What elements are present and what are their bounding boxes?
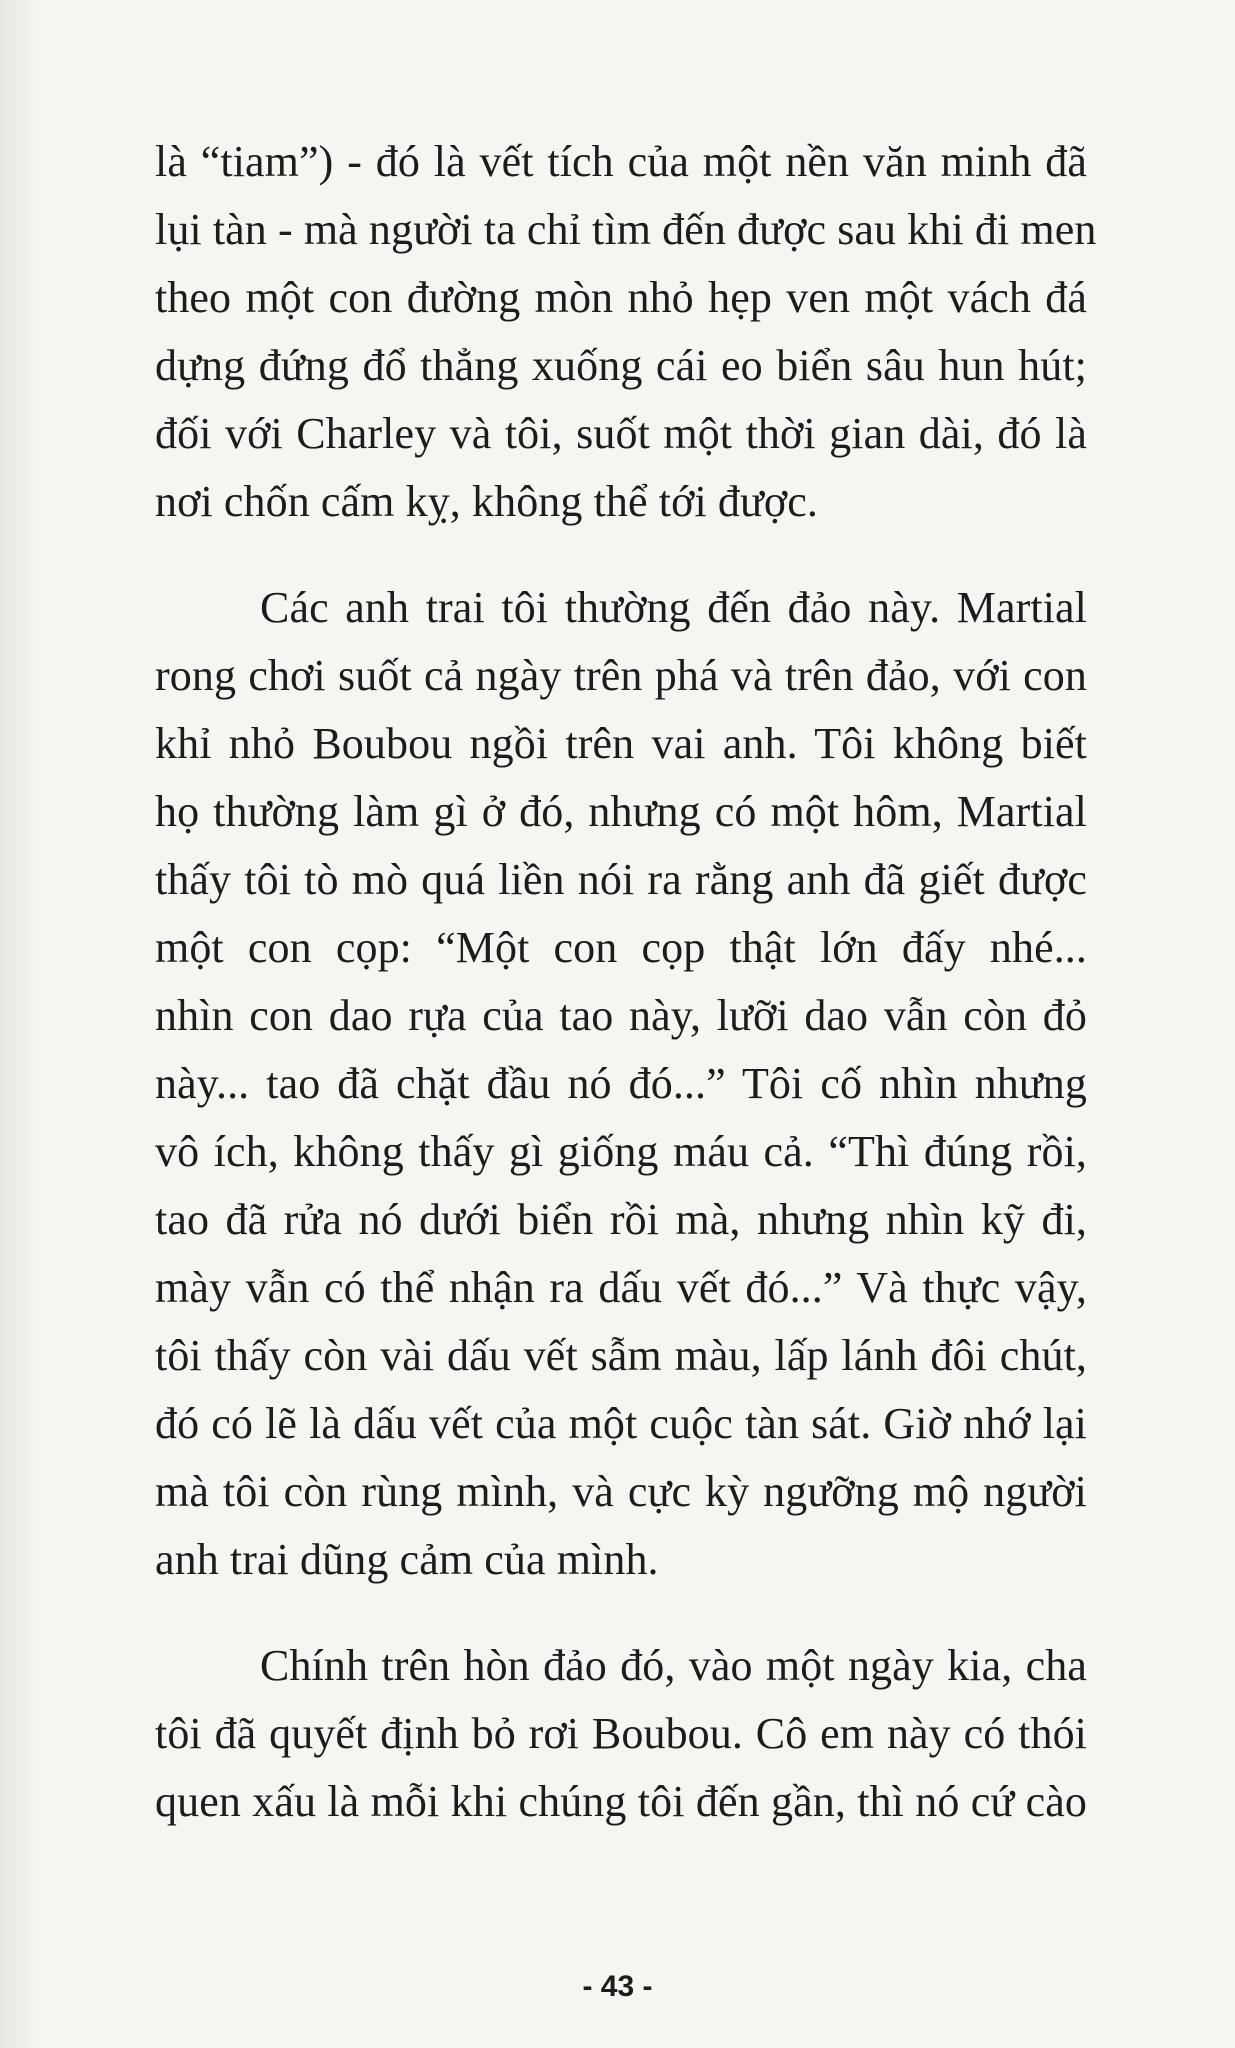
page-number: - 43 -	[582, 1970, 653, 2003]
text-line: mày vẫn có thể nhận ra dấu vết đó...” Và thực vậy,	[155, 1263, 1087, 1312]
text-line: theo một con đường mòn nhỏ hẹp ven một vách đá	[155, 273, 1087, 322]
text-line: dựng đứng đổ thẳng xuống cái eo biển sâu hun hút;	[155, 341, 1087, 390]
text-line: rong chơi suốt cả ngày trên phá và trên đảo, với con	[155, 651, 1087, 700]
page-body	[155, 128, 1097, 1836]
text-line: anh trai dũng cảm của mình.	[155, 1535, 659, 1584]
text-line: là “tiam”) - đó là vết tích của một nền văn minh đã	[155, 137, 1087, 186]
text-line: họ thường làm gì ở đó, nhưng có một hôm, Martial	[155, 787, 1087, 836]
paragraph-2	[155, 574, 1087, 1594]
text-line: tao đã rửa nó dưới biển rồi mà, nhưng nhìn kỹ đi,	[155, 1195, 1087, 1244]
paragraph-3	[155, 1632, 1087, 1836]
text-line: vô ích, không thấy gì giống máu cả. “Thì đúng rồi,	[155, 1127, 1087, 1176]
text-line: lụi tàn - mà người ta chỉ tìm đến được sau khi đi men	[155, 205, 1097, 254]
text-line: tôi thấy còn vài dấu vết sẫm màu, lấp lánh đôi chút,	[155, 1331, 1087, 1380]
text-line: Chính trên hòn đảo đó, vào một ngày kia, cha	[260, 1641, 1087, 1690]
text-line: Các anh trai tôi thường đến đảo này. Martial	[260, 583, 1087, 632]
text-line: một con cọp: “Một con cọp thật lớn đấy nhé...	[155, 923, 1087, 972]
text-line: thấy tôi tò mò quá liền nói ra rằng anh đã giết được	[155, 855, 1087, 904]
binding-shadow	[0, 0, 40, 2048]
paragraph-1	[155, 128, 1097, 536]
text-line: quen xấu là mỗi khi chúng tôi đến gần, thì nó cứ cào	[155, 1777, 1087, 1826]
text-line: này... tao đã chặt đầu nó đó...” Tôi cố nhìn nhưng	[155, 1059, 1087, 1108]
text-line: khỉ nhỏ Boubou ngồi trên vai anh. Tôi không biết	[155, 719, 1087, 768]
text-line: nhìn con dao rựa của tao này, lưỡi dao vẫn còn đỏ	[155, 991, 1087, 1040]
text-line: đó có lẽ là dấu vết của một cuộc tàn sát. Giờ nhớ lại	[155, 1399, 1087, 1448]
text-line: tôi đã quyết định bỏ rơi Boubou. Cô em này có thói	[155, 1709, 1087, 1758]
text-line: đối với Charley và tôi, suốt một thời gian dài, đó là	[155, 409, 1087, 458]
text-line: nơi chốn cấm kỵ, không thể tới được.	[155, 477, 819, 526]
text-line: mà tôi còn rùng mình, và cực kỳ ngưỡng mộ người	[155, 1467, 1087, 1516]
